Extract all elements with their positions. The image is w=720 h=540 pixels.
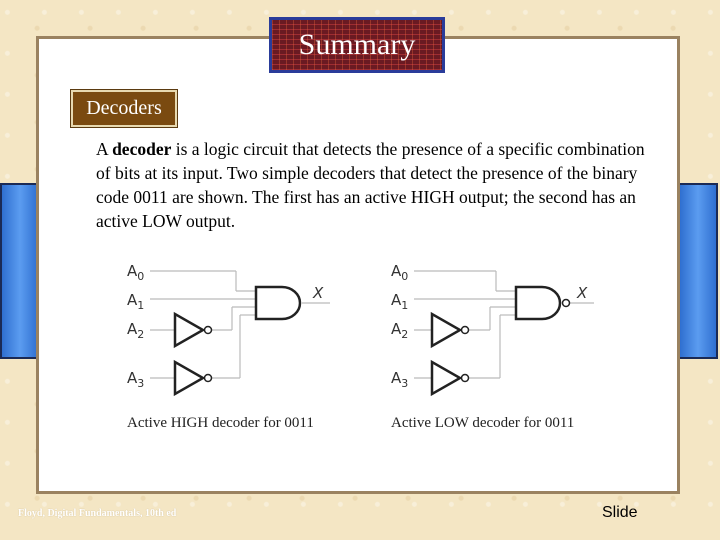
inverter-a2-low [432, 314, 460, 346]
bubble-a3 [205, 375, 212, 382]
diagram-active-high [127, 262, 330, 431]
section-tag-label: Decoders [86, 97, 162, 119]
and-gate [256, 287, 300, 319]
footer-slide-label: Slide [602, 504, 638, 521]
inverter-a2 [175, 314, 203, 346]
nand-output-bubble [563, 300, 570, 307]
input-label-a3: $A_3$ [127, 369, 145, 390]
caption-active-high: Active HIGH decoder for 0011 [127, 415, 314, 431]
caption-active-low: Active LOW decoder for 0011 [391, 415, 575, 431]
input-label-a2: $A_2$ [127, 320, 145, 341]
input-label-a1: $A_1$ [127, 291, 145, 312]
inverter-a3-low [432, 362, 460, 394]
inverter-bubbles-high [205, 327, 212, 382]
paragraph-rest: is a logic circuit that detects the presence of a specific combination of bits at its input. Two simple decoders that detect the presence of the binary code 0011 are shown. The first has an active HIGH output; the second has an active LOW output. [96, 139, 645, 231]
input-label-a0-low: $A_0$ [391, 262, 409, 283]
input-label-a2-low: $A_2$ [391, 320, 409, 341]
bubble-a2-low [462, 327, 469, 334]
input-label-a1-low: $A_1$ [391, 291, 409, 312]
inverter-a3 [175, 362, 203, 394]
diagram-active-low [391, 262, 594, 431]
paragraph-term: decoder [112, 139, 172, 159]
bubble-a3-low [462, 375, 469, 382]
output-label-x-high: X [313, 284, 324, 302]
nand-gate [516, 287, 560, 319]
wires-low [414, 271, 594, 378]
input-label-a3-low: $A_3$ [391, 369, 409, 390]
footer-citation: Floyd, Digital Fundamentals, 10th ed [18, 508, 177, 519]
output-label-x-low: X [577, 284, 588, 302]
bubble-a2 [205, 327, 212, 334]
paragraph-lead: A [96, 139, 113, 159]
slide-title: Summary [298, 28, 416, 61]
input-label-a0: $A_0$ [127, 262, 145, 283]
